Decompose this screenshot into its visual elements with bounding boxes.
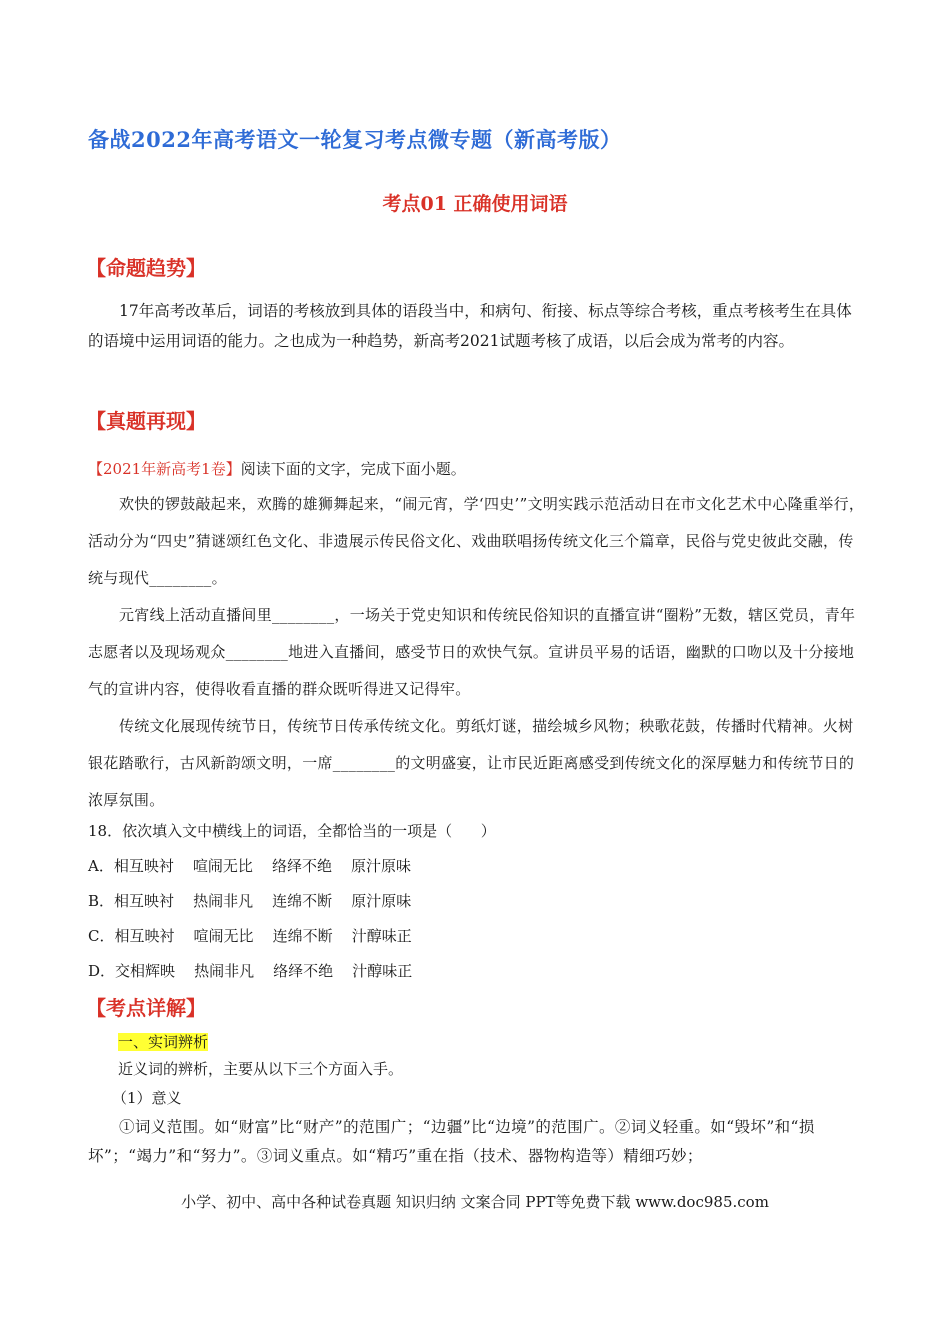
- exam-instruction: 阅读下面的文字，完成下面小题。: [240, 460, 466, 478]
- document-title: 备战2022年高考语文一轮复习考点微专题（新高考版）: [88, 127, 622, 152]
- detail-point-meaning: （1）意义: [112, 1089, 182, 1107]
- passage-paragraph-2: 元宵线上活动直播间里________，一场关于党史知识和传统民俗知识的直播宣讲“圈粉”无数，辖区党员，青年志愿者以及现场观众________地进入直播间，感受节日的欢快气氛。宣讲员平易的话语，幽默的口吻以及十分接地气的宣讲内容，使得收看直播的群众既听得进又记得牢。: [88, 606, 856, 698]
- exam-passage: [88, 486, 866, 819]
- page-footer: 小学、初中、高中各种试卷真题 知识归纳 文案合同 PPT等免费下载 www.doc985.com: [181, 1193, 769, 1211]
- option-c: C．相互映衬 喧闹无比 连绵不断 汁醇味正: [88, 927, 412, 945]
- exam-source-line: [88, 458, 466, 479]
- topic-title: 考点01 正确使用词语: [382, 193, 568, 215]
- section-heading-real-exam: 【真题再现】: [86, 409, 206, 433]
- trend-paragraph: [88, 296, 864, 356]
- option-a: A．相互映衬 喧闹无比 络绎不绝 原汁原味: [88, 857, 412, 875]
- option-d: D．交相辉映 热闹非凡 络绎不绝 汁醇味正: [88, 962, 413, 980]
- trend-text: 17年高考改革后，词语的考核放到具体的语段当中，和病句、衔接、标点等综合考核，重点考核考生在具体的语境中运用词语的能力。之也成为一种趋势，新高考2021试题考核了成语，以后会成为常考的内容。: [88, 302, 852, 350]
- subheading-content-words: [118, 1031, 208, 1052]
- highlighted-subheading: 一、实词辨析: [118, 1033, 209, 1051]
- passage-paragraph-3: 传统文化展现传统节日，传统节日传承传统文化。剪纸灯谜，描绘城乡风物；秧歌花鼓，传播时代精神。火树银花踏歌行，古风新韵颂文明，一席________的文明盛宴，让市民近距离感受到传统文化的深厚魅力和传统节日的浓厚氛围。: [88, 717, 855, 809]
- question-stem: 18．依次填入文中横线上的词语，全都恰当的一项是（ ）: [88, 822, 496, 840]
- passage-paragraph-1: 欢快的锣鼓敲起来，欢腾的雄狮舞起来，“闹元宵，学‘四史’”文明实践示范活动日在市文化艺术中心隆重举行，活动分为“四史”猜谜颂红色文化、非遗展示传民俗文化、戏曲联唱扬传统文化三个篇章，民俗与党史彼此交融，传统与现代________。: [88, 495, 865, 587]
- detail-intro: 近义词的辨析，主要从以下三个方面入手。: [118, 1060, 404, 1078]
- detail-meaning-text: ①词义范围。如“财富”比“财产”的范围广；“边疆”比“边境”的范围广。②词义轻重。如“毁坏”和“损坏”；“竭力”和“努力”。③词义重点。如“精巧”重在指（技术、器物构造等）精细巧妙；: [88, 1118, 815, 1165]
- detail-point-text: [88, 1113, 864, 1171]
- section-heading-trend: 【命题趋势】: [86, 256, 206, 280]
- section-heading-detail: 【考点详解】: [86, 996, 206, 1020]
- exam-source-tag: 【2021年新高考1卷】: [88, 460, 241, 478]
- option-b: B．相互映衬 热闹非凡 连绵不断 原汁原味: [88, 892, 412, 910]
